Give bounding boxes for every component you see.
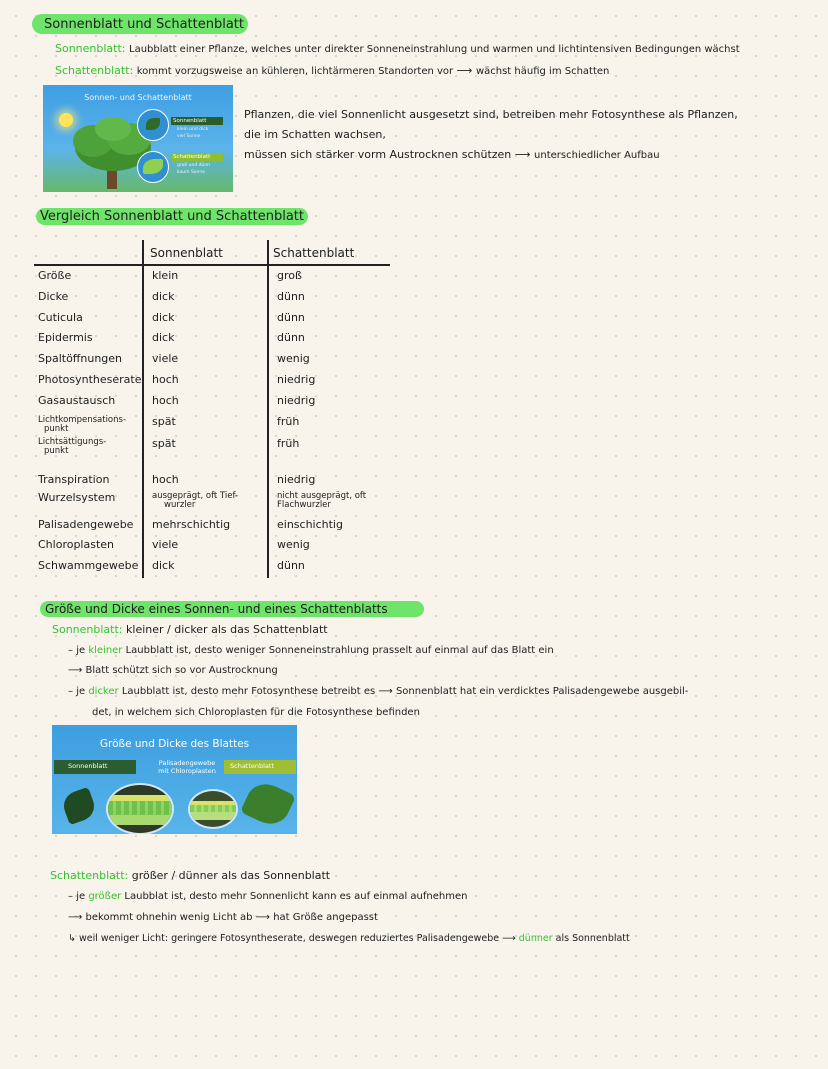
c3-post: als Sonnenblatt xyxy=(555,933,630,944)
b3-arrow-text: Sonnenblatt hat ein verdicktes Palisadengewebe ausgebil- xyxy=(395,686,689,697)
table-row-label: Transpiration xyxy=(38,473,110,486)
def-shade-arrow-text: wächst häufig im Schatten xyxy=(475,66,610,77)
table-header-line xyxy=(34,264,390,266)
bullet-thicker-cont: det, in welchem sich Chloroplasten für die Fotosynthese befinden xyxy=(92,707,420,718)
table-cell-shade: dünn xyxy=(277,559,305,572)
c3-green: dünner xyxy=(518,933,553,944)
b1-green: kleiner xyxy=(88,645,123,656)
leaf-icon xyxy=(146,118,160,130)
bullet-larger: – je größer Laubblat ist, desto mehr Sonnenlicht kann es auf einmal aufnehmen xyxy=(68,891,468,902)
definition-sun xyxy=(55,42,740,55)
section2-title: Vergleich Sonnenblatt und Schattenblatt xyxy=(40,209,304,224)
table-cell-sun: dick xyxy=(152,311,175,324)
table-cell-sun: spät xyxy=(152,437,176,450)
bullet-thicker: – je dicker Laubblatt ist, desto mehr Fotosynthese betreibt es ⟶ Sonnenblatt hat ein verdicktes Palisadengewebe ausgebil- xyxy=(68,686,689,697)
note-line-3-text: müssen sich stärker vorm Austrocknen schützen xyxy=(244,148,512,161)
mid-label-2: mit Chloroplasten xyxy=(158,767,216,775)
table-cell-sun: ausgeprägt, oft Tief- xyxy=(152,491,239,501)
b3-green: dicker xyxy=(88,686,119,697)
b1-pre: je xyxy=(76,645,86,656)
table-cell-shade: wenig xyxy=(277,538,310,551)
bullet-protect xyxy=(68,665,278,676)
shade-leaf-icon xyxy=(240,777,296,830)
table-row-label: Größe xyxy=(38,269,72,282)
table-header-shade: Schattenblatt xyxy=(273,246,355,260)
table-cell-sun: hoch xyxy=(152,473,179,486)
table-col-line-2 xyxy=(267,240,269,578)
shade-summary-label: Schattenblatt: xyxy=(50,869,129,882)
def-shade-text: kommt vorzugsweise an kühleren, lichtärmeren Standorten vor xyxy=(136,66,454,77)
shade-leaf-cross-section xyxy=(188,789,238,829)
def-shade-label: Schattenblatt: xyxy=(55,64,134,77)
c1-green: größer xyxy=(88,891,122,902)
table-row-label: Dicke xyxy=(38,290,69,303)
table-cell-shade: früh xyxy=(277,437,300,450)
table-row-label-2: punkt xyxy=(44,446,69,456)
table-cell-shade: niedrig xyxy=(277,473,316,486)
note-line-2: die im Schatten wachsen, xyxy=(244,128,386,141)
table-cell-shade: dünn xyxy=(277,311,305,324)
def-sun-label: Sonnenblatt: xyxy=(55,42,126,55)
table-cell-shade: dünn xyxy=(277,331,305,344)
sun-leaf-sub2: viel Sonne xyxy=(177,134,201,139)
sun-leaf-sub: klein und dick xyxy=(177,127,209,132)
bullet-smaller: – je kleiner Laubblatt ist, desto weniger Sonneneinstrahlung prasselt auf einmal auf das Blatt ein xyxy=(68,645,554,656)
bullet-less-light xyxy=(68,933,630,944)
table-row-label: Spaltöffnungen xyxy=(38,352,123,365)
arrow-icon: ⟶ xyxy=(68,665,83,676)
page-title: Sonnenblatt und Schattenblatt xyxy=(44,17,245,32)
image-title: Sonnen- und Schattenblatt xyxy=(84,93,192,102)
table-header-sun: Sonnenblatt xyxy=(150,246,223,260)
table-cell-sun: dick xyxy=(152,331,175,344)
table-cell-shade-2: Flachwurzler xyxy=(277,500,331,510)
shade-leaf-sub: groß und dünn xyxy=(177,163,211,168)
shade-summary-text: größer / dünner als das Sonnenblatt xyxy=(131,869,331,882)
sun-shade-leaf-image xyxy=(43,85,233,192)
b3-pre: je xyxy=(76,686,86,697)
table-cell-sun: dick xyxy=(152,290,175,303)
section3-title: Größe und Dicke eines Sonnen- und eines Schattenblatts xyxy=(45,602,388,616)
table-row-label: Lichtkompensations- xyxy=(38,415,127,425)
sun-leaf-tag: Sonnenblatt xyxy=(171,117,223,125)
table-cell-sun: spät xyxy=(152,415,176,428)
b3-post: Laubblatt ist, desto mehr Fotosynthese betreibt es xyxy=(121,686,376,697)
c2-text: bekommt ohnehin wenig Licht ab xyxy=(85,912,253,923)
table-row-label: Palisadengewebe xyxy=(38,518,134,531)
table-row-label: Lichtsättigungs- xyxy=(38,437,107,447)
leaf-icon xyxy=(143,159,163,174)
table-cell-sun: mehrschichtig xyxy=(152,518,231,531)
table-row-label: Cuticula xyxy=(38,311,83,324)
table-cell-shade: nicht ausgeprägt, oft xyxy=(277,491,367,501)
c2-arrow-text: hat Größe angepasst xyxy=(273,912,378,923)
table-row-label: Gasaustausch xyxy=(38,394,116,407)
table-cell-shade: wenig xyxy=(277,352,310,365)
table-cell-shade: früh xyxy=(277,415,300,428)
def-sun-text: Laubblatt einer Pflanze, welches unter direkter Sonneneinstrahlung und warmen und lichtintensiven Bedingungen wächst xyxy=(129,44,740,55)
arrow-icon: ⟶ xyxy=(502,933,516,944)
table-cell-sun: hoch xyxy=(152,394,179,407)
c3-text: weil weniger Licht: geringere Fotosyntheserate, deswegen reduziertes Palisadengewebe xyxy=(79,933,500,944)
b1-post: Laubblatt ist, desto weniger Sonneneinstrahlung prasselt auf einmal auf das Blatt ein xyxy=(125,645,554,656)
mid-label xyxy=(152,759,222,775)
table-row-label: Schwammgewebe xyxy=(38,559,139,572)
arrow-icon: ⟶ xyxy=(68,912,83,923)
table-cell-shade: einschichtig xyxy=(277,518,343,531)
shade-leaf-sub2: kaum Sonne xyxy=(177,170,206,175)
b2-text: Blatt schützt sich so vor Austrocknung xyxy=(85,665,278,676)
table-cell-shade: groß xyxy=(277,269,302,282)
shade-leaf-tag: Schattenblatt xyxy=(171,153,223,161)
table-cell-sun: viele xyxy=(152,538,179,551)
definition-shade xyxy=(55,64,609,77)
note-line-1: Pflanzen, die viel Sonnenlicht ausgesetzt sind, betreiben mehr Fotosynthese als Pflanzen, xyxy=(244,108,738,121)
corner-arrow-icon: ↳ xyxy=(68,933,76,944)
sun-summary xyxy=(52,623,328,636)
arrow-icon: ⟶ xyxy=(514,148,531,161)
table-cell-sun: dick xyxy=(152,559,175,572)
sun-leaf-icon xyxy=(60,787,98,825)
mid-label-1: Palisadengewebe xyxy=(158,759,216,767)
sun-summary-text: kleiner / dicker als das Schattenblatt xyxy=(126,623,328,636)
c1-post: Laubblat ist, desto mehr Sonnenlicht kann es auf einmal aufnehmen xyxy=(124,891,468,902)
sun-leaf-cross-section xyxy=(106,783,174,834)
table-cell-sun: viele xyxy=(152,352,179,365)
table-row-label: Epidermis xyxy=(38,331,93,344)
bullet-little-light xyxy=(68,912,378,923)
sun-leaf-circle xyxy=(137,109,169,141)
table-row-label-2: punkt xyxy=(44,424,69,434)
note-line-3 xyxy=(244,148,660,161)
table-cell-sun-2: wurzler xyxy=(164,500,196,510)
shade-leaf-circle xyxy=(137,151,169,183)
shade-leaf-tag: Schattenblatt xyxy=(224,760,296,774)
table-row-label: Wurzelsystem xyxy=(38,491,116,504)
leaf-size-thickness-image xyxy=(52,725,297,834)
table-cell-sun: hoch xyxy=(152,373,179,386)
note-line-3-arrow-text: unterschiedlicher Aufbau xyxy=(534,150,660,161)
table-cell-shade: niedrig xyxy=(277,394,316,407)
c1-pre: je xyxy=(76,891,86,902)
table-cell-shade: dünn xyxy=(277,290,305,303)
arrow-icon: ⟶ xyxy=(378,686,393,697)
sun-leaf-tag: Sonnenblatt xyxy=(54,760,136,774)
table-row-label: Chloroplasten xyxy=(38,538,115,551)
table-row-label: Photosyntheserate xyxy=(38,373,142,386)
table-cell-shade: niedrig xyxy=(277,373,316,386)
arrow-icon: ⟶ xyxy=(456,64,473,77)
image-title: Größe und Dicke des Blattes xyxy=(99,738,250,750)
sun-summary-label: Sonnenblatt: xyxy=(52,623,123,636)
table-cell-sun: klein xyxy=(152,269,179,282)
table-col-line-1 xyxy=(142,240,144,578)
arrow-icon: ⟶ xyxy=(255,912,271,923)
shade-summary xyxy=(50,869,330,882)
